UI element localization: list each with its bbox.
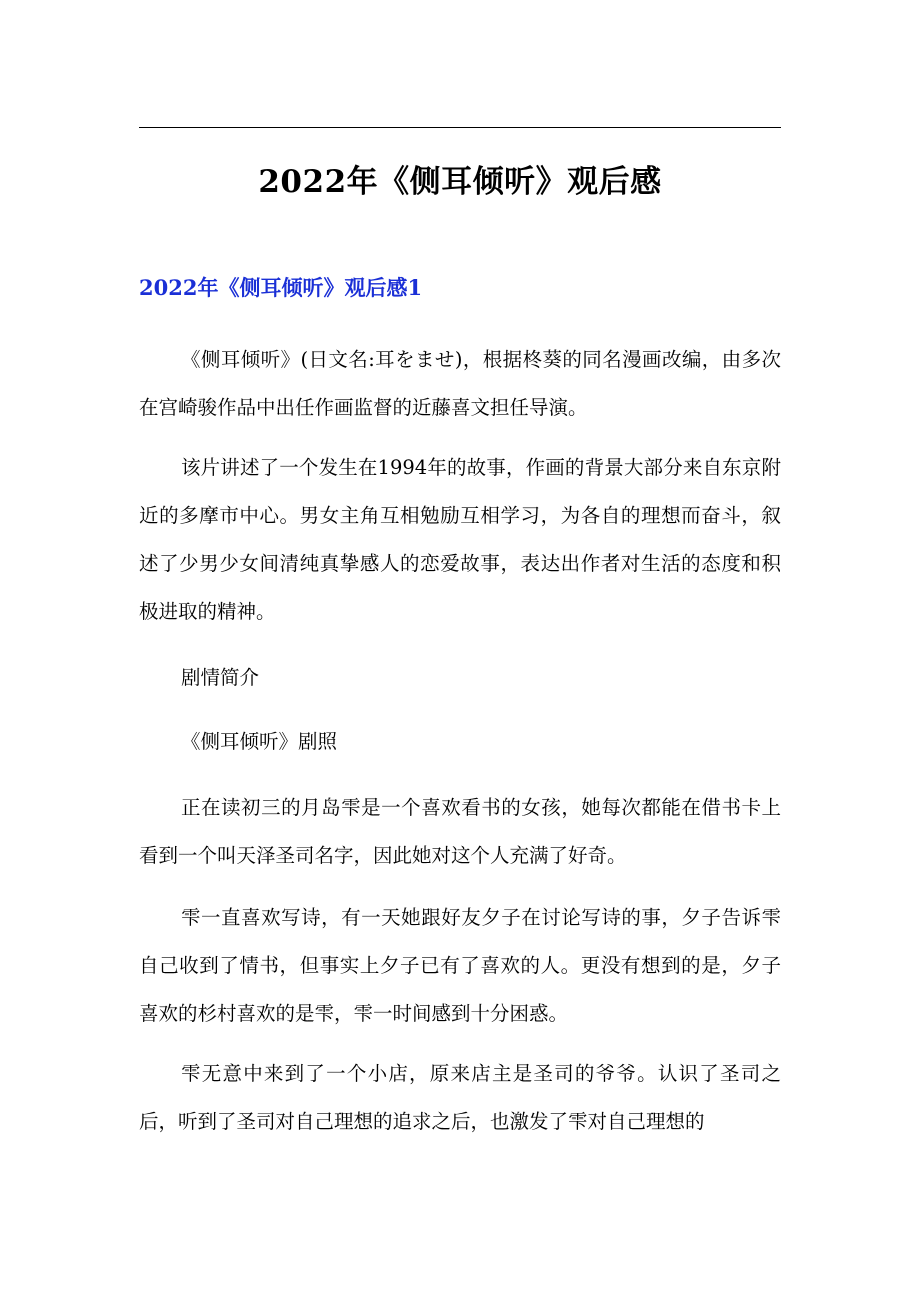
section-heading: 2022年《侧耳倾听》观后感1 bbox=[139, 275, 423, 300]
paragraph-story-summary: 该片讲述了一个发生在1994年的故事，作画的背景大部分来自东京附近的多摩市中心。男女主角互相勉励互相学习，为各自的理想而奋斗，叙述了少男少女间清纯真挚感人的恋爱故事，表达出作者对生活的态度和积极进取的精神。 bbox=[139, 456, 781, 623]
header-rule bbox=[139, 127, 781, 128]
paragraph-stills-label: 《侧耳倾听》剧照 bbox=[181, 730, 338, 753]
paragraph-plot-1: 正在读初三的月岛雫是一个喜欢看书的女孩，她每次都能在借书卡上看到一个叫天泽圣司名字，因此她对这个人充满了好奇。 bbox=[139, 796, 781, 867]
paragraph-plot-2: 雫一直喜欢写诗，有一天她跟好友夕子在讨论写诗的事，夕子告诉雫自己收到了情书，但事实上夕子已有了喜欢的人。更没有想到的是，夕子喜欢的杉村喜欢的是雫，雫一时间感到十分困惑。 bbox=[139, 906, 781, 1025]
paragraph-intro: 《侧耳倾听》(日文名:耳をませ)，根据柊葵的同名漫画改编，由多次在宫崎骏作品中出任作画监督的近藤喜文担任导演。 bbox=[139, 348, 781, 419]
document-title: 2022年《侧耳倾听》观后感 bbox=[258, 164, 662, 200]
paragraph-plot-label: 剧情简介 bbox=[181, 666, 260, 689]
paragraph-plot-3: 雫无意中来到了一个小店，原来店主是圣司的爷爷。认识了圣司之后，听到了圣司对自己理想的追求之后，也激发了雫对自己理想的 bbox=[139, 1062, 781, 1133]
